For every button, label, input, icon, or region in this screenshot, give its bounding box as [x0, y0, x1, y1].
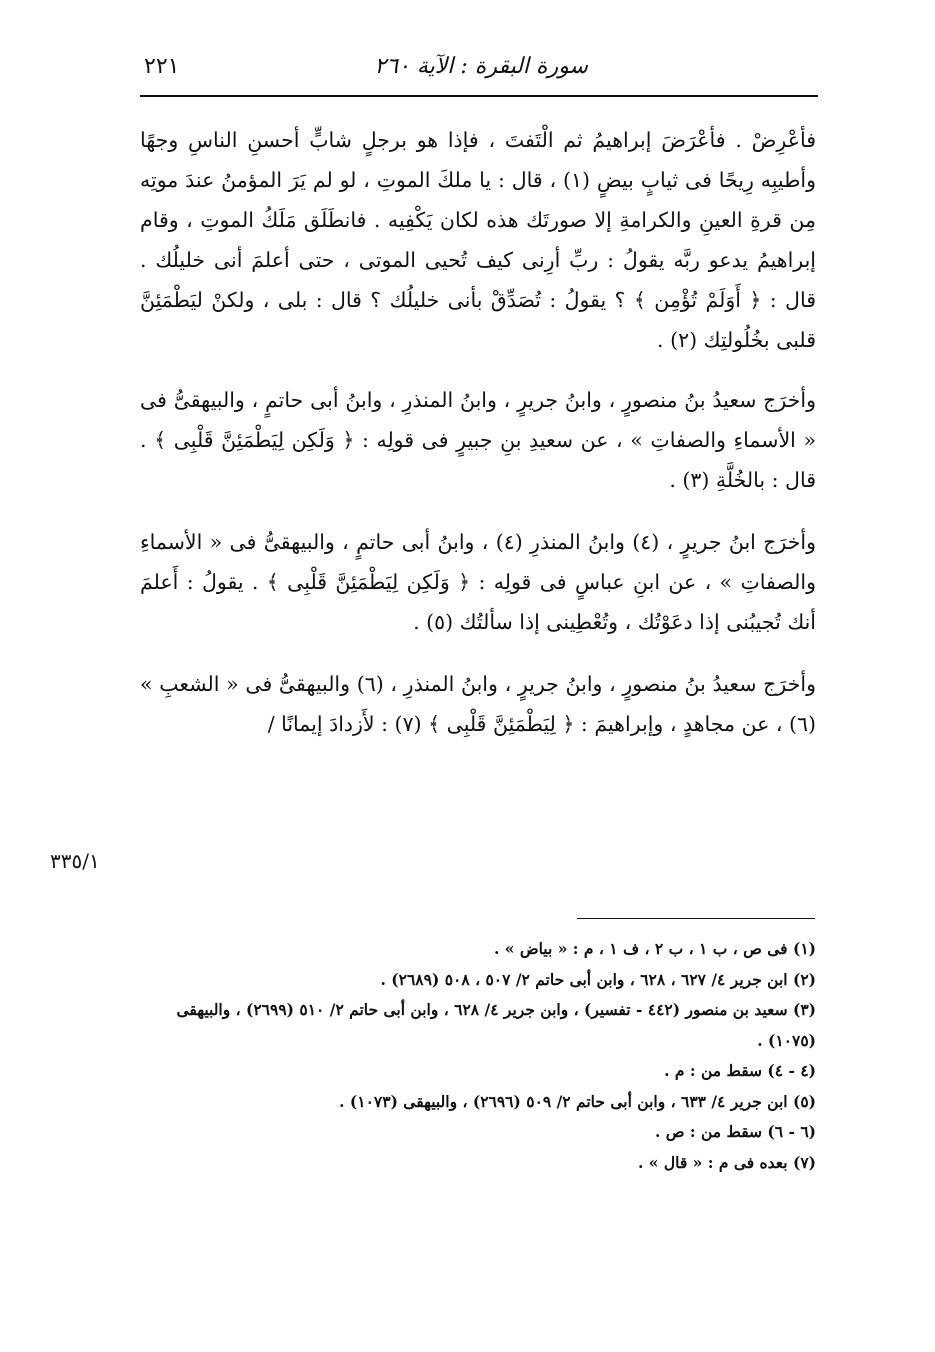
footnotes [140, 934, 816, 1178]
running-header [140, 48, 818, 88]
footnote-4: (٤ - ٤) سقط من : م . [664, 1061, 816, 1080]
header-rule [140, 95, 818, 97]
footnote-7: (٧) بعده فى م : « قال » . [637, 1152, 816, 1172]
footnote-6: (٦ - ٦) سقط من : ص . [654, 1122, 816, 1141]
margin-reference: ٣٣٥/١ [50, 849, 100, 873]
paragraph-2: وأخرَج سعيدُ بنُ منصورٍ ، وابنُ جريرٍ ، وابنُ المنذرِ ، وابنُ أبى حاتمٍ ، والبيهقىُّ فى « الأسماءِ والصفاتِ » ، عن سعيدِ بنِ جبيرٍ فى قولِه : ﴿ وَلَكِن لِيَطْمَئِنَّ قَلْبِى ﴾ . قال : بالخُلَّةِ (٣) . [140, 388, 816, 492]
footnote-5: (٥) ابن جرير ٤/ ٦٣٣ ، وابن أبى حاتم ٢/ ٥٠٩ (٢٦٩٦) ، والبيهقى (١٠٧٣) . [339, 1091, 816, 1111]
paragraph-1: فأعْرِضْ . فأعْرَضَ إبراهيمُ ثم الْتَفتَ ، فإذا هو برجلٍ شابٍّ أحسنِ الناسِ وجهًا وأطيبِه رِيحًا فى ثيابٍ بيضٍ (١) ، قال : يا ملكَ الموتِ ، لو لم يَرَ المؤمنُ عندَ موتِه مِن قرةِ العينِ والكرامةِ إلا صورتَك هذه لكان يَكْفِيه . فانطَلَق مَلَكُ الموتِ ، وقام إبراهيمُ يدعو ربَّه يقولُ : ربِّ أرِنى كيف تُحيى الموتى ، حتى أعلمَ أنى خليلُك . قال : ﴿ أَوَلَمْ تُؤْمِن ﴾ ؟ يقولُ : تُصَدِّقْ بأنى خليلُك ؟ قال : بلى ، ولكنْ ليَطْمَئِنَّ قلبى بخُلُولتِك (٢) . [140, 128, 816, 352]
surah-verse-title: سورة البقرة : الآية ٢٦٠ [374, 54, 588, 79]
footnote-3: (٣) سعيد بن منصور (٤٤٢ - تفسير) ، وابن جرير ٤/ ٦٢٨ ، وابن أبى حاتم ٢/ ٥١٠ (٢٦٩٩) ، والبيهقى (١٠٧٥) . [176, 1000, 816, 1050]
page-number: ٢٢١ [144, 54, 180, 79]
paragraph-3: وأخرَج ابنُ جريرٍ ، (٤) وابنُ المنذرِ (٤) ، وابنُ أبى حاتمٍ ، والبيهقىُّ فى « الأسماءِ والصفاتِ » ، عن ابنِ عباسٍ فى قولِه : ﴿ وَلَكِن لِيَطْمَئِنَّ قَلْبِى ﴾ . يقولُ : أَعلمَ أنك تُجيبُنى إذا دعَوْتُك ، وتُعْطِينى إذا سألتُك (٥) . [140, 530, 817, 634]
footnote-2: (٢) ابن جرير ٤/ ٦٢٧ ، ٦٢٨ ، وابن أبى حاتم ٢/ ٥٠٧ ، ٥٠٨ (٢٦٨٩) . [380, 969, 816, 989]
paragraph-4: وأخرَج سعيدُ بنُ منصورٍ ، وابنُ جريرٍ ، وابنُ المنذرِ ، (٦) والبيهقىُّ فى « الشعبِ » (٦) ، عن مجاهدٍ ، وإبراهيمَ : ﴿ لِيَطْمَئِنَّ قَلْبِى ﴾ (٧) : لأَزدادَ إيمانًا / [140, 672, 816, 736]
footnote-rule [577, 918, 815, 919]
main-text [140, 120, 816, 766]
footnote-1: (١) فى ص ، ب ١ ، ب ٢ ، ف ١ ، م : « بياض » . [493, 939, 816, 958]
